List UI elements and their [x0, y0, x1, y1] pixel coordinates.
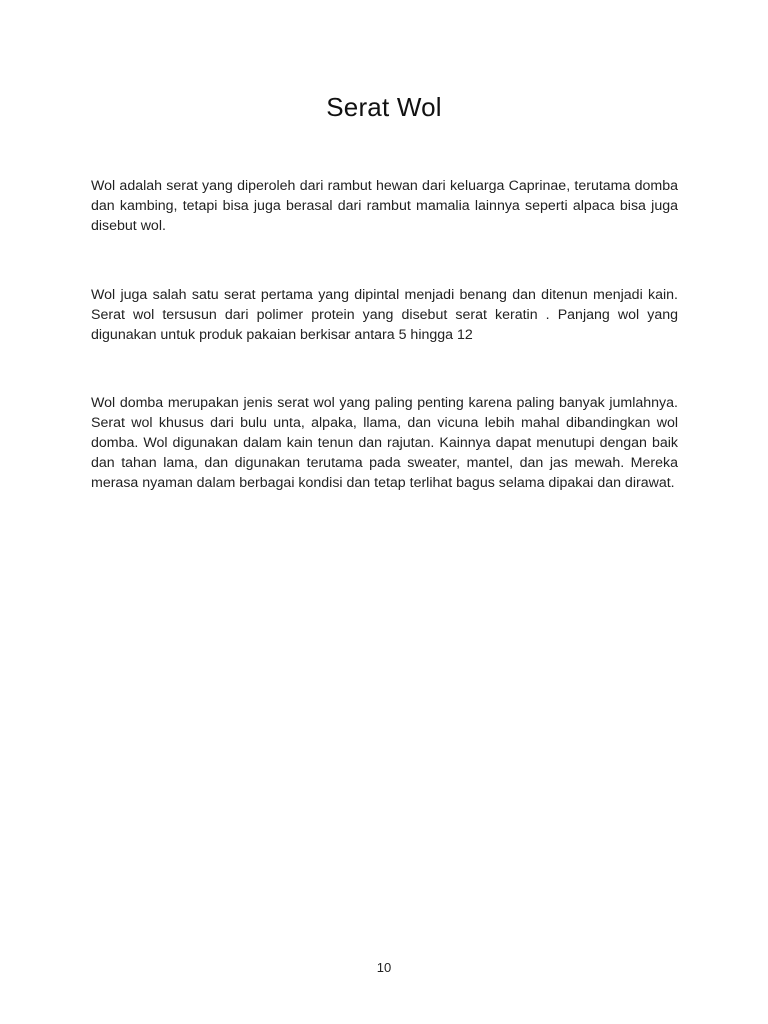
paragraph-2: Wol juga salah satu serat pertama yang dipintal menjadi benang dan ditenun menjadi kain. Serat wol tersusun dari polimer protein yang disebut serat keratin . Panjang wol yang digunakan untuk produk pakaian berkisar antara 5 hingga 12 — [91, 287, 678, 343]
paragraph-3: Wol domba merupakan jenis serat wol yang paling penting karena paling banyak jumlahnya. Serat wol khusus dari bulu unta, alpaka, llama, dan vicuna lebih mahal dibandingkan wol domba. Wol digunakan dalam kain tenun dan rajutan. Kainnya dapat menutupi dengan baik dan tahan lama, dan digunakan terutama pada sweater, mantel, dan jas mewah. Mereka merasa nyaman dalam berbagai kondisi dan tetap terlihat bagus selama dipakai dan dirawat. — [91, 395, 678, 491]
page-title: Serat Wol — [326, 92, 442, 122]
page-number: 10 — [376, 960, 392, 975]
paragraph-1: Wol adalah serat yang diperoleh dari rambut hewan dari keluarga Caprinae, terutama domba dan kambing, tetapi bisa juga berasal dari rambut mamalia lainnya seperti alpaca bisa juga disebut wol. — [91, 178, 678, 234]
